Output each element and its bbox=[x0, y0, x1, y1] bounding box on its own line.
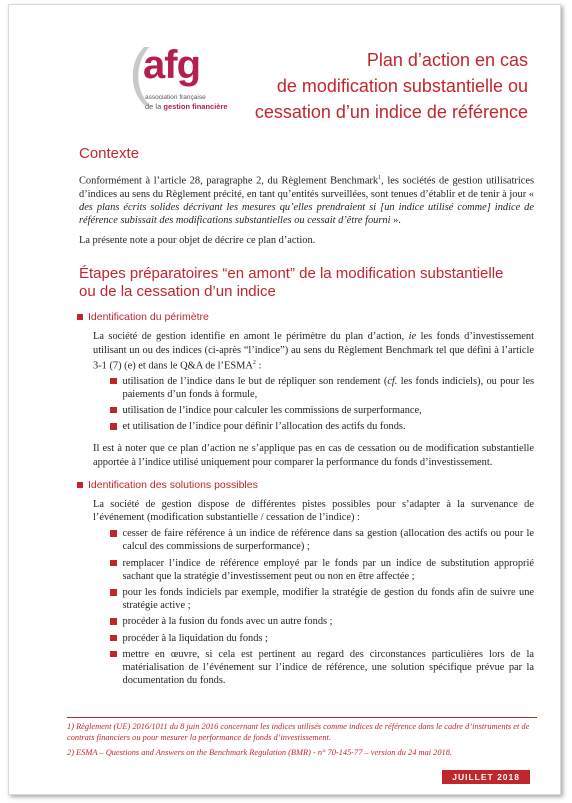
red-square-bullet-icon bbox=[110, 635, 117, 642]
solutions-list bbox=[110, 527, 534, 687]
perimetre-note: Il est à noter que ce plan d’action ne s’applique pas en cas de cessation ou de modification substantielle apportée à l’indice utilisé uniquement pour comparer la performance du fonds d’investissement. bbox=[93, 443, 534, 468]
list-item: utilisation de l’indice dans le but de répliquer son rendement (cf. les fonds indiciels), ou pour les paiements d’un fonds à formule, bbox=[110, 375, 534, 401]
list-item: pour les fonds indiciels par exemple, modifier la stratégie de gestion du fonds afin de suivre une stratégie active ; bbox=[110, 586, 534, 612]
list-item: procéder à la fusion du fonds avec un autre fonds ; bbox=[110, 615, 534, 628]
title-line-1: Plan d’action en cas bbox=[366, 50, 528, 70]
section-heading-contexte: Contexte bbox=[79, 145, 140, 162]
red-square-bullet-icon bbox=[110, 618, 117, 625]
logo-tagline-1: association française bbox=[145, 94, 206, 101]
list-item: et utilisation de l’indice pour définir l’allocation des actifs du fonds. bbox=[110, 420, 534, 433]
red-square-bullet-icon bbox=[77, 482, 83, 488]
perimetre-block bbox=[93, 330, 534, 468]
document-title bbox=[218, 47, 528, 125]
red-square-bullet-icon bbox=[110, 423, 117, 430]
list-item: mettre en œuvre, si cela est pertinent au regard des circonstances particulières lors de la matérialisation de l’événement sur l’indice de référence, une solution spécifique prévue par la documentation du fonds. bbox=[110, 648, 534, 688]
footnote-2: 2) ESMA – Questions and Answers on the Benchmark Regulation (BMR) - n° 70-145-77 – version du 24 mai 2018. bbox=[67, 748, 452, 757]
title-line-3: cessation d’un indice de référence bbox=[254, 102, 528, 122]
subheading-perimetre: Identification du périmètre bbox=[77, 311, 534, 323]
list-item: utilisation de l’indice pour calculer les commissions de surperformance, bbox=[110, 404, 534, 417]
red-square-bullet-icon bbox=[110, 407, 117, 414]
perimetre-intro: La société de gestion identifie en amont le périmètre du plan d’action, ie les fonds d’investissement utilisant un ou des indices (ci-après “l’indice”) au sens du Règlement Benchmark tel que défini à l’article 3-1 (7) (e) et dans le Q&A de l’ESMA$^2$ : bbox=[93, 331, 534, 372]
afg-logo bbox=[129, 37, 229, 117]
section-heading-etapes: Étapes préparatoires “en amont” de la modification substantielle ou de la cessation d’un indice bbox=[79, 265, 504, 301]
list-item: procéder à la liquidation du fonds ; bbox=[110, 632, 534, 645]
footnotes bbox=[67, 717, 537, 758]
subheading-solutions: Identification des solutions possibles bbox=[77, 479, 534, 491]
contexte-paragraph-2: La présente note a pour objet de décrire ce plan d’action. bbox=[79, 235, 316, 247]
red-square-bullet-icon bbox=[110, 589, 117, 596]
document-page bbox=[8, 4, 561, 795]
logo-parenthesis: ( bbox=[129, 37, 150, 106]
list-item: remplacer l’indice de référence employé par le fonds par un indice de substitution approprié sachant que la stratégie d’investissement peut ou non en être affectée ; bbox=[110, 557, 534, 583]
logo-word: afg bbox=[143, 43, 200, 87]
list-item: cesser de faire référence à un indice de référence dans sa gestion (allocation des actifs ou pour le calcul des commissions de surperformance) ; bbox=[110, 527, 534, 553]
title-line-2: de modification substantielle ou bbox=[276, 76, 528, 96]
date-badge: JUILLET 2018 bbox=[442, 770, 530, 784]
logo-tagline-2: de la gestion financière bbox=[145, 102, 228, 111]
solutions-intro: La société de gestion dispose de différentes pistes possibles pour s’adapter à la survenance de l’événement (modification substantielle / cessation de l’indice) : bbox=[93, 498, 534, 523]
contexte-paragraph-1: Conformément à l’article 28, paragraphe 2, du Règlement Benchmark$^1$, les sociétés de gestion utilisatrices d’indices au sens du Règlement précité, en tant qu’entités surveillées, sont tenues d’établir et de tenir à jour « des plans écrits solides décrivant les mesures qu’elles prendraient si [un indice utilisé comme] indice de référence subissait des modifications substantielles ou cessait d’être fourni ». bbox=[79, 175, 534, 227]
red-square-bullet-icon bbox=[110, 651, 117, 658]
red-square-bullet-icon bbox=[110, 560, 117, 567]
red-square-bullet-icon bbox=[110, 378, 117, 385]
red-square-bullet-icon bbox=[110, 530, 117, 537]
red-square-bullet-icon bbox=[77, 314, 83, 320]
footnote-1: 1) Règlement (UE) 2016/1011 du 8 juin 2016 concernant les indices utilisés comme indices de référence dans le cadre d’instruments et de contrats financiers ou pour mesurer la performance de fonds d’investissement. bbox=[67, 722, 530, 742]
document-body bbox=[79, 145, 534, 687]
perimetre-list bbox=[110, 375, 534, 434]
solutions-block bbox=[93, 498, 534, 688]
